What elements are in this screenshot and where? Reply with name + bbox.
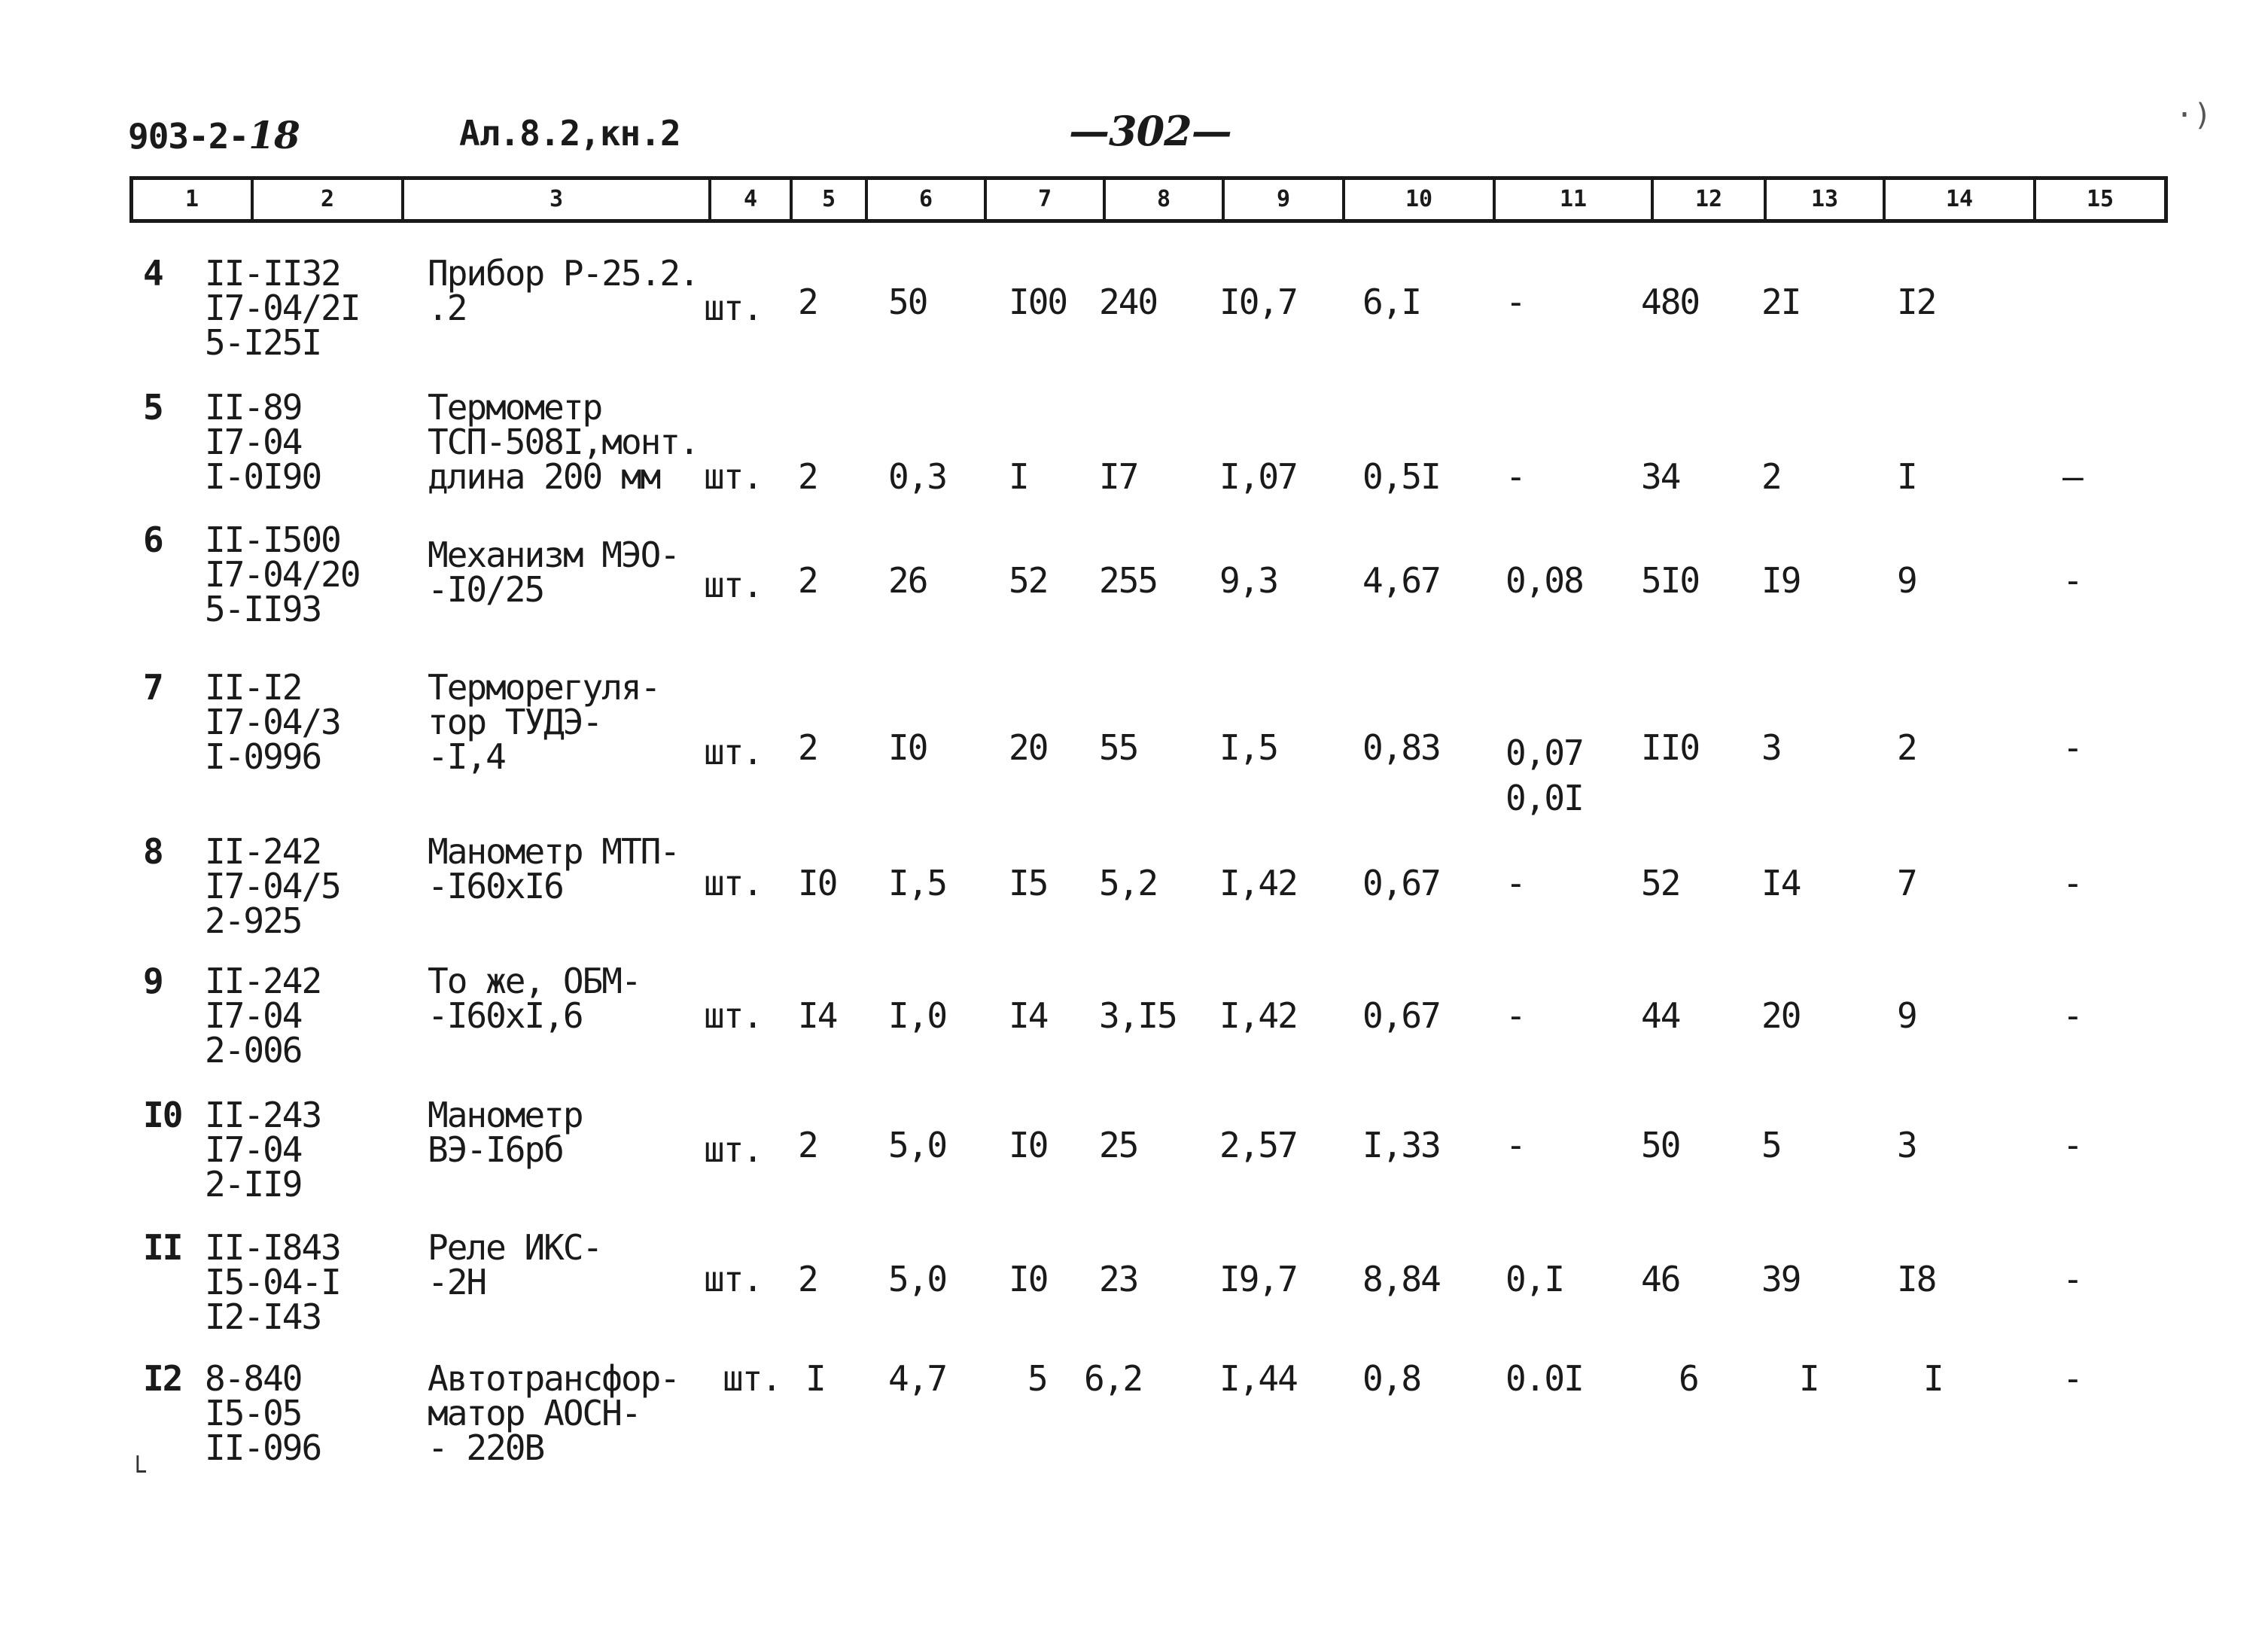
col-12: 480 <box>1641 282 1700 322</box>
col-15: - <box>2063 560 2082 601</box>
column-number: 4 <box>711 180 793 219</box>
col-7: I5 <box>1009 863 1048 903</box>
page-number-value: 302 <box>1109 107 1192 155</box>
col-12: 6 <box>1679 1358 1698 1399</box>
col-13: 2I <box>1761 282 1801 322</box>
col-9: I,42 <box>1219 995 1297 1036</box>
column-number: 1 <box>133 180 254 219</box>
col-11: - <box>1505 282 1525 322</box>
col-7: 5 <box>1027 1358 1047 1399</box>
price-code: II-I843 I5-04-I I2-I43 <box>205 1227 340 1337</box>
price-code: II-242 I7-04 2-006 <box>205 961 321 1071</box>
col-13: I <box>1799 1358 1819 1399</box>
col-14: I8 <box>1897 1259 1936 1299</box>
col-7: I0 <box>1009 1125 1048 1165</box>
col-6: 50 <box>888 282 927 322</box>
col-13: 3 <box>1761 727 1781 768</box>
row-number: II <box>143 1227 182 1268</box>
row-number: I2 <box>143 1358 182 1399</box>
item-name: Манометр МТП- -I60хI6 <box>428 831 680 906</box>
unit: шт. <box>704 863 763 903</box>
col-10: 0,83 <box>1362 727 1440 768</box>
quantity: 2 <box>798 560 817 601</box>
col-15: - <box>2063 1358 2082 1399</box>
col-13: 39 <box>1761 1259 1801 1299</box>
col-10: 0,8 <box>1362 1358 1421 1399</box>
col-11: 0.0I <box>1505 1358 1583 1399</box>
col-10: 0,5I <box>1362 456 1440 497</box>
col-7: 52 <box>1009 560 1048 601</box>
col-13: 5 <box>1761 1125 1781 1165</box>
col-8: 25 <box>1099 1125 1138 1165</box>
col-15: - <box>2063 727 2082 768</box>
col-15: — <box>2063 456 2082 497</box>
col-12: II0 <box>1641 727 1700 768</box>
col-14: 9 <box>1897 995 1916 1036</box>
price-code: II-I2 I7-04/3 I-0996 <box>205 667 340 777</box>
col-14: 7 <box>1897 863 1916 903</box>
col-9: 9,3 <box>1219 560 1278 601</box>
col-10: I,33 <box>1362 1125 1440 1165</box>
column-number: 14 <box>1886 180 2036 219</box>
col-10: 8,84 <box>1362 1259 1440 1299</box>
price-code: 8-840 I5-05 II-096 <box>205 1358 321 1468</box>
col-8: 6,2 <box>1084 1358 1143 1399</box>
col-9: I9,7 <box>1219 1259 1297 1299</box>
column-number: 13 <box>1767 180 1886 219</box>
item-name: Термометр ТСП-508I,монт. длина 200 мм <box>428 387 699 497</box>
row-number: 6 <box>143 519 163 560</box>
column-number: 5 <box>793 180 868 219</box>
col-14: 2 <box>1897 727 1916 768</box>
item-name: Терморегуля- тор ТУДЭ- -I,4 <box>428 667 660 777</box>
col-8: 255 <box>1099 560 1158 601</box>
col-6: I,5 <box>888 863 947 903</box>
quantity: 2 <box>798 1259 817 1299</box>
col-6: 5,0 <box>888 1259 947 1299</box>
column-number: 9 <box>1225 180 1345 219</box>
col-6: I0 <box>888 727 927 768</box>
quantity: 2 <box>798 282 817 322</box>
col-15: - <box>2063 863 2082 903</box>
document-code-handwritten: 18 <box>248 113 300 157</box>
col-10: 4,67 <box>1362 560 1440 601</box>
quantity: 2 <box>798 456 817 497</box>
row-number: 8 <box>143 831 163 872</box>
unit: шт. <box>704 456 763 497</box>
col-11: 0,I <box>1505 1259 1564 1299</box>
col-12: 46 <box>1641 1259 1680 1299</box>
page-number: —302— <box>1069 107 1231 155</box>
col-15: - <box>2063 995 2082 1036</box>
col-9: I,42 <box>1219 863 1297 903</box>
item-name: Реле ИКС- -2Н <box>428 1227 602 1302</box>
column-number: 3 <box>404 180 711 219</box>
item-name: Манометр ВЭ-I6рб <box>428 1095 583 1170</box>
col-11: - <box>1505 995 1525 1036</box>
col-7: 20 <box>1009 727 1048 768</box>
col-8: 55 <box>1099 727 1138 768</box>
col-6: 5,0 <box>888 1125 947 1165</box>
col-10: 0,67 <box>1362 863 1440 903</box>
column-number: 10 <box>1345 180 1496 219</box>
column-number: 8 <box>1106 180 1225 219</box>
price-code: II-II32 I7-04/2I 5-I25I <box>205 253 360 363</box>
col-14: 3 <box>1897 1125 1916 1165</box>
col-10: 6,I <box>1362 282 1421 322</box>
price-code: II-243 I7-04 2-II9 <box>205 1095 321 1205</box>
col-13: I9 <box>1761 560 1801 601</box>
col-9: I,44 <box>1219 1358 1297 1399</box>
quantity: I <box>805 1358 825 1399</box>
col-8: 240 <box>1099 282 1158 322</box>
column-number: 6 <box>868 180 987 219</box>
col-14: 9 <box>1897 560 1916 601</box>
col-11: - <box>1505 863 1525 903</box>
col-13: 20 <box>1761 995 1801 1036</box>
col-6: I,0 <box>888 995 947 1036</box>
col-11: - <box>1505 456 1525 497</box>
col-8: I7 <box>1099 456 1138 497</box>
col-9: I0,7 <box>1219 282 1297 322</box>
col-11: - <box>1505 1125 1525 1165</box>
column-number: 12 <box>1654 180 1767 219</box>
unit: шт. <box>704 995 763 1036</box>
col-12: 50 <box>1641 1125 1680 1165</box>
column-number: 15 <box>2086 186 2114 212</box>
col-12: 34 <box>1641 456 1680 497</box>
row-number: I0 <box>143 1095 182 1135</box>
unit: шт. <box>704 1129 763 1170</box>
document-code <box>128 113 300 157</box>
row-number: 9 <box>143 961 163 1001</box>
unit: шт. <box>704 1259 763 1299</box>
col-6: 26 <box>888 560 927 601</box>
item-name: Автотрансфор- матор АОСН- - 220В <box>428 1358 680 1468</box>
col-14: I2 <box>1897 282 1936 322</box>
col-11: 0,07 0,0I <box>1505 733 1583 818</box>
col-14: I <box>1923 1358 1943 1399</box>
price-code: II-89 I7-04 I-0I90 <box>205 387 321 497</box>
column-number: 2 <box>254 180 404 219</box>
col-13: I4 <box>1761 863 1801 903</box>
col-13: 2 <box>1761 456 1781 497</box>
col-15: - <box>2063 1259 2082 1299</box>
col-15: - <box>2063 1125 2082 1165</box>
unit: шт. <box>723 1358 781 1399</box>
col-7: I00 <box>1009 282 1067 322</box>
col-10: 0,67 <box>1362 995 1440 1036</box>
item-name: То же, ОБМ- -I60хI,6 <box>428 961 641 1036</box>
unit: шт. <box>704 732 763 772</box>
corner-mark: ·) <box>2175 98 2212 133</box>
col-7: I <box>1009 456 1028 497</box>
row-number: 7 <box>143 667 163 708</box>
column-number: 7 <box>987 180 1106 219</box>
quantity: I4 <box>798 995 837 1036</box>
col-14: I <box>1897 456 1916 497</box>
item-name: Механизм МЭО- -I0/25 <box>428 535 680 610</box>
col-12: 44 <box>1641 995 1680 1036</box>
col-11: 0,08 <box>1505 560 1583 601</box>
col-12: 52 <box>1641 863 1680 903</box>
col-8: 23 <box>1099 1259 1138 1299</box>
price-code: II-242 I7-04/5 2-925 <box>205 831 340 941</box>
col-9: I,07 <box>1219 456 1297 497</box>
corner-bracket: └ <box>129 1457 146 1488</box>
column-number-header <box>129 176 2168 223</box>
column-number: 11 <box>1496 180 1654 219</box>
col-6: 4,7 <box>888 1358 947 1399</box>
price-code: II-I500 I7-04/20 5-II93 <box>205 519 360 629</box>
col-9: I,5 <box>1219 727 1278 768</box>
unit: шт. <box>704 288 763 328</box>
item-name: Прибор Р-25.2. .2 <box>428 253 699 328</box>
col-7: I4 <box>1009 995 1048 1036</box>
quantity: I0 <box>798 863 837 903</box>
album-reference: Ал.8.2,кн.2 <box>459 113 680 154</box>
col-12: 5I0 <box>1641 560 1700 601</box>
col-8: 3,I5 <box>1099 995 1177 1036</box>
col-6: 0,3 <box>888 456 947 497</box>
row-number: 4 <box>143 253 163 294</box>
row-number: 5 <box>143 387 163 428</box>
document-code-printed: 903-2- <box>128 116 249 157</box>
unit: шт. <box>704 565 763 605</box>
quantity: 2 <box>798 1125 817 1165</box>
quantity: 2 <box>798 727 817 768</box>
col-8: 5,2 <box>1099 863 1158 903</box>
col-9: 2,57 <box>1219 1125 1297 1165</box>
col-7: I0 <box>1009 1259 1048 1299</box>
